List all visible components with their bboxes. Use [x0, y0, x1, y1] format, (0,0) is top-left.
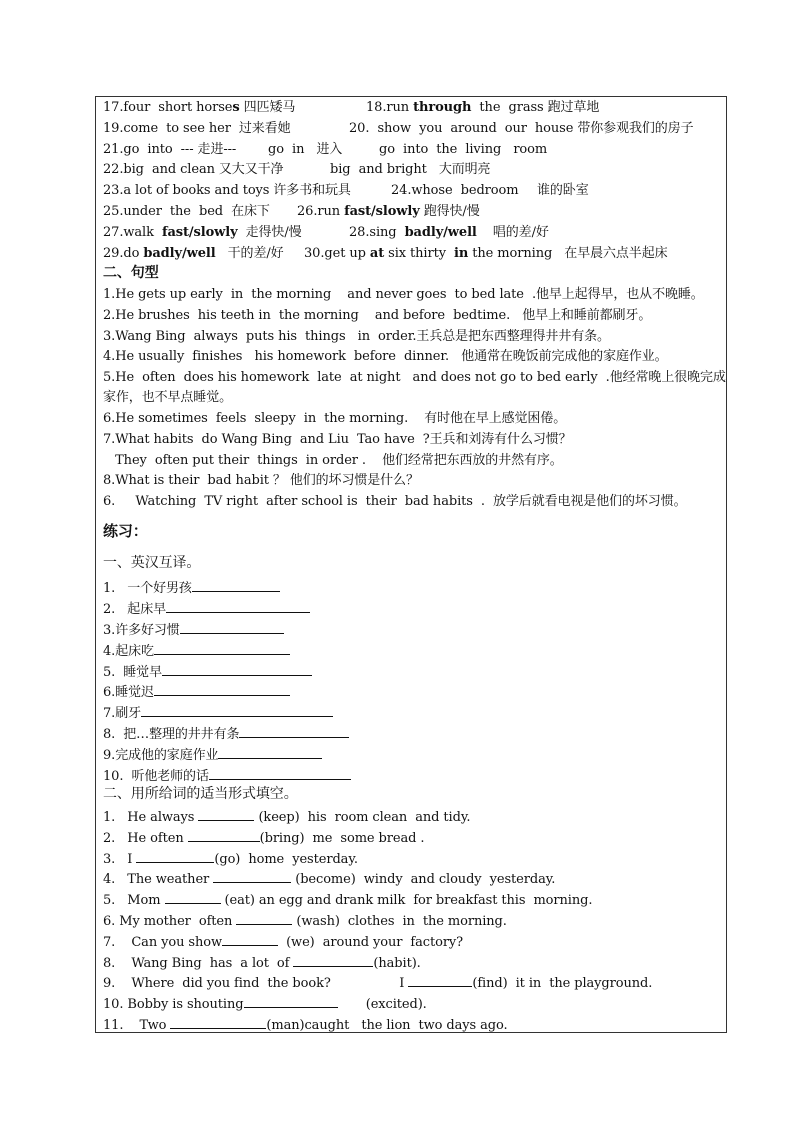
- translate-item: 4.起床吃: [103, 641, 290, 660]
- fill-item: 10. Bobby is shouting (excited).: [103, 994, 427, 1013]
- vocab-line: 23.a lot of books and toys 许多书和玩具: [103, 183, 351, 198]
- sentence: 8.What is their bad habit ？ 他们的坏习惯是什么？: [103, 473, 419, 488]
- vocab-line: 21.go into --- 走进---: [103, 142, 237, 157]
- fill-item: 5. Mom (eat) an egg and drank milk for breakfast this morning.: [103, 890, 592, 909]
- sentence: 4.He usually finishes his homework before dinner. 他通常在晚饭前完成他的家庭作业。: [103, 349, 668, 364]
- vocab-line-right: 26.run fast/slowly 跑得快/慢: [297, 204, 480, 219]
- part-title: 一、英汉互译。: [103, 555, 201, 571]
- fill-item: 11. Two (man)caught the lion two days ago.: [103, 1015, 508, 1034]
- vocab-line: 27.walk fast/slowly 走得快/慢: [103, 225, 302, 240]
- fill-item: 1. He always (keep) his room clean and tidy.: [103, 807, 470, 826]
- sentence: 5.He often does his homework late at night and does not go to bed early .他经常晚上很晚完成: [103, 370, 726, 385]
- translate-item: 6.睡觉迟: [103, 682, 290, 701]
- section-title: 二、句型: [103, 265, 159, 281]
- sentence: They often put their things in order . 他们经常把东西放的井然有序。: [103, 453, 563, 468]
- vocab-line-right: go into the living room: [379, 142, 548, 157]
- sentence: 7.What habits do Wang Bing and Liu Tao have ?王兵和刘涛有什么习惯？: [103, 432, 572, 447]
- sentence: 3.Wang Bing always puts his things in order.王兵总是把东西整理得井井有条。: [103, 329, 610, 344]
- vocab-line-right: 30.get up at six thirty in the morning 在早晨六点半起床: [304, 246, 668, 261]
- sentence: 6.He sometimes feels sleepy in the morning. 有时他在早上感觉困倦。: [103, 411, 567, 426]
- translate-item: 8. 把…整理的井井有条: [103, 724, 349, 743]
- translate-item: 1. 一个好男孩: [103, 578, 280, 597]
- translate-item: 10. 听他老师的话: [103, 766, 351, 785]
- part-title: 二、用所给词的适当形式填空。: [103, 786, 298, 802]
- practice-title: 练习：: [103, 522, 148, 540]
- vocab-line-right: 18.run through the grass 跑过草地: [366, 100, 600, 115]
- fill-item: 2. He often (bring) me some bread .: [103, 828, 424, 847]
- translate-item: 3.许多好习惯: [103, 620, 284, 639]
- vocab-line: 22.big and clean 又大又干净: [103, 162, 284, 177]
- translate-item: 9.完成他的家庭作业: [103, 745, 322, 764]
- vocab-line: 25.under the bed 在床下: [103, 204, 270, 219]
- vocab-line-right: 28.sing badly/well 唱的差/好: [349, 225, 549, 240]
- fill-item: 6. My mother often (wash) clothes in the morning.: [103, 911, 507, 930]
- vocab-line-mid: 24.whose bedroom: [391, 183, 519, 198]
- vocab-line: 19.come to see her 过来看她: [103, 121, 291, 136]
- fill-item: 8. Wang Bing has a lot of (habit).: [103, 953, 421, 972]
- sentence: 2.He brushes his teeth in the morning and before bedtime. 他早上和睡前都刷牙。: [103, 308, 652, 323]
- fill-item: 3. I (go) home yesterday.: [103, 849, 358, 868]
- sentence: 1.He gets up early in the morning and never goes to bed late .他早上起得早，也从不晚睡。: [103, 287, 704, 302]
- vocab-line: 17.four short horses 四匹矮马: [103, 100, 296, 115]
- sentence: 6. Watching TV right after school is their bad habits . 放学后就看电视是他们的坏习惯。: [103, 494, 687, 509]
- fill-item: 9. Where did you find the book? I (find) it in the playground.: [103, 973, 652, 992]
- vocab-line: 29.do badly/well 干的差/好: [103, 246, 284, 261]
- translate-item: 2. 起床早: [103, 599, 310, 618]
- vocab-line-right: 20. show you around our house 带你参观我们的房子: [349, 121, 694, 136]
- translate-item: 7.刷牙: [103, 703, 333, 722]
- fill-item: 4. The weather (become) windy and cloudy yesterday.: [103, 869, 555, 888]
- vocab-line-mid: go in 进入: [268, 142, 343, 157]
- fill-item: 7. Can you show (we) around your factory?: [103, 932, 463, 951]
- sentence: 家作，也不早点睡觉。: [103, 390, 233, 405]
- vocab-line-right: 谁的卧室: [537, 183, 589, 198]
- translate-item: 5. 睡觉早: [103, 662, 312, 681]
- vocab-line-right: big and bright 大而明亮: [330, 162, 491, 177]
